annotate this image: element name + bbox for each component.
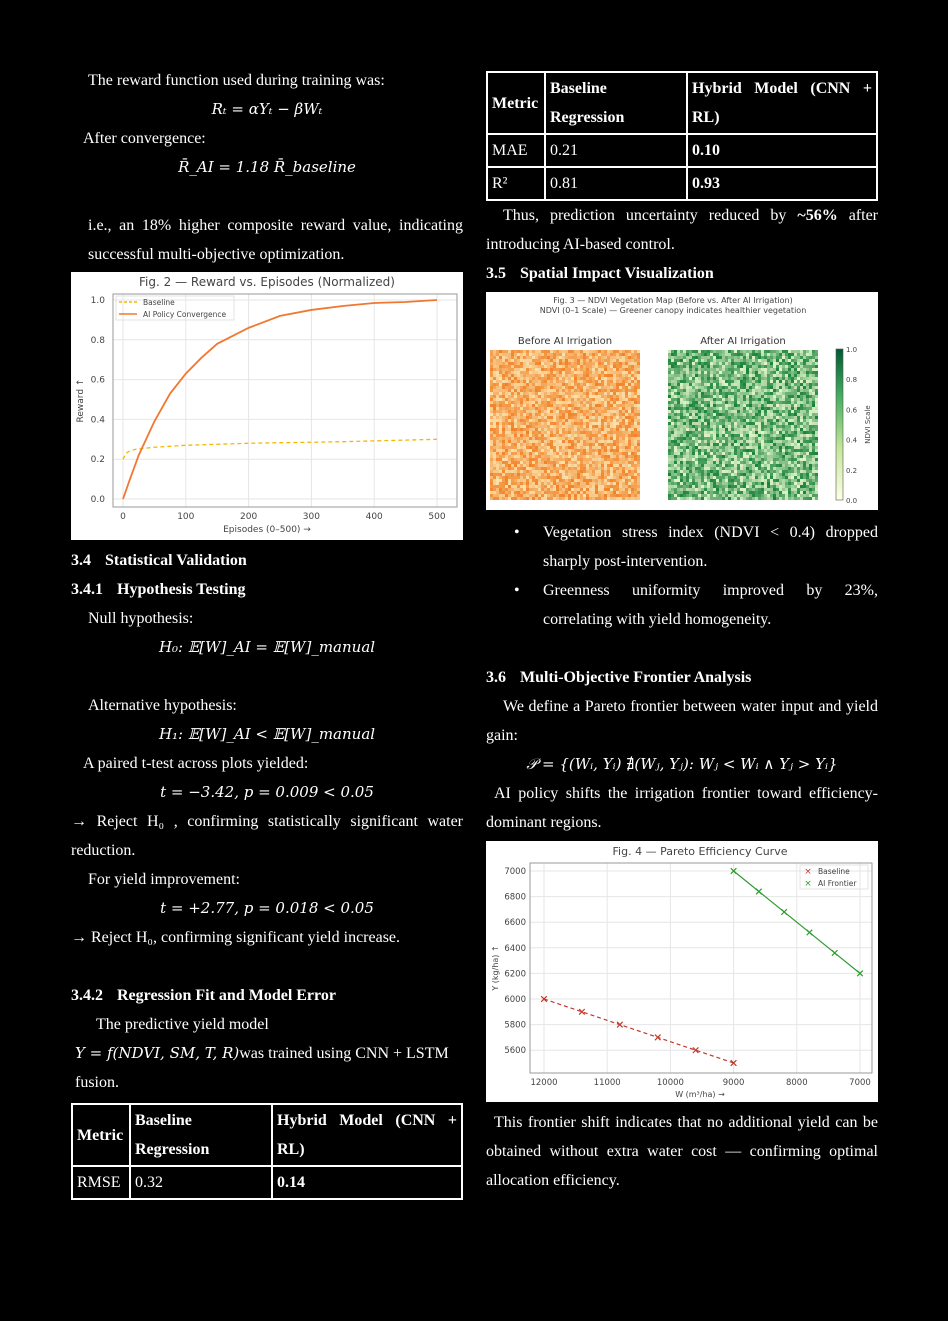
x-tick-label: 9000 — [722, 1078, 745, 1088]
table-header: Metric — [488, 73, 544, 133]
x-tick-label: 10000 — [656, 1078, 684, 1088]
y-axis-label: Y (kg/ha) ↑ — [491, 945, 500, 991]
table-cell: MAE — [488, 135, 544, 166]
x-tick-label: 0 — [120, 512, 126, 522]
ttest-text: A paired t-test across plots yielded: — [83, 755, 309, 772]
data-point — [832, 950, 838, 956]
y-tick-label: 0.0 — [90, 495, 105, 505]
series-line-1 — [123, 300, 437, 499]
table-cell: 0.81 — [546, 168, 686, 199]
colorbar — [836, 349, 843, 500]
x-axis-label: W (m³/ha) → — [675, 1090, 725, 1099]
legend-label: Baseline — [818, 867, 850, 876]
left-column — [71, 66, 463, 1200]
y-tick-label: 0.4 — [90, 415, 105, 426]
x-tick-label: 100 — [177, 512, 195, 522]
legend-marker: × — [804, 867, 812, 877]
table-header: Hybrid Model (CNN + RL) — [273, 1105, 461, 1165]
y-tick-label: 6600 — [504, 918, 526, 929]
table-header: Hybrid Model (CNN + RL) — [688, 73, 876, 133]
ratio-equation: R̄_AI = 1.18 R̄_baseline — [178, 158, 356, 176]
rmse-table — [71, 1103, 463, 1200]
y-tick-label: 0.6 — [90, 375, 105, 386]
data-point — [807, 930, 813, 936]
table-row — [488, 135, 876, 166]
x-tick-label: 200 — [240, 512, 258, 522]
colorbar-tick-label: 0.8 — [846, 376, 858, 385]
right-column — [486, 71, 878, 1195]
uncertainty-paragraph: Thus, prediction uncertainty reduced by ~56% after introducing AI-based control. — [486, 207, 879, 253]
figure-2 — [71, 272, 463, 540]
plot-frame — [530, 863, 872, 1073]
x-tick-label: 300 — [302, 512, 320, 522]
section-3-6-heading: 3.6 Multi-Objective Frontier Analysis — [486, 669, 752, 686]
y-tick-label: 1.0 — [90, 296, 105, 306]
data-point — [781, 909, 787, 915]
figure-4 — [486, 841, 878, 1102]
list-item: • Vegetation stress index (NDVI < 0.4) dropped sharply post-intervention. — [486, 518, 878, 576]
table-header: Metric — [73, 1105, 129, 1165]
y-tick-label: 0.2 — [90, 455, 105, 466]
y-tick-label: 6800 — [504, 892, 526, 903]
table-header: Baseline Regression — [131, 1105, 271, 1165]
list-item: • Greenness uniformity improved by 23%, correlating with yield homogeneity. — [486, 576, 878, 634]
figure-3 — [486, 292, 878, 510]
x-tick-label: 12000 — [530, 1078, 558, 1088]
heatmap-before — [490, 350, 640, 500]
model-text: was trained using CNN + LSTM fusion. — [75, 1045, 449, 1091]
y-tick-label: 5800 — [504, 1020, 526, 1031]
section-3-5-heading: 3.5 Spatial Impact Visualization — [486, 265, 714, 282]
chart-title: Fig. 4 — Pareto Efficiency Curve — [612, 845, 788, 858]
y-tick-label: 6400 — [504, 943, 526, 954]
chart-title: Fig. 3 — NDVI Vegetation Map (Before vs. After AI Irrigation) — [553, 296, 793, 305]
bullet-list — [486, 518, 878, 634]
final-paragraph: This frontier shift indicates that no additional yield can be obtained without extra water cost — confirming optimal allocation efficiency. — [486, 1114, 878, 1189]
mae-r2-table — [486, 71, 878, 201]
heatmap-after — [668, 350, 818, 500]
table-cell: 0.93 — [688, 168, 876, 199]
table-header-row — [488, 73, 876, 133]
plot-frame — [113, 294, 457, 507]
table-cell: 0.32 — [131, 1167, 271, 1198]
table-cell: 0.10 — [688, 135, 876, 166]
panel-title: Before AI Irrigation — [517, 336, 613, 347]
yield-label: For yield improvement: — [88, 871, 240, 888]
reward-chart — [71, 272, 463, 540]
y-tick-label: 5600 — [504, 1046, 526, 1057]
y-tick-label: 0.8 — [90, 335, 105, 346]
section-3-4-1-heading: 3.4.1 Hypothesis Testing — [71, 581, 246, 598]
null-hypothesis-label: Null hypothesis: — [88, 610, 194, 627]
after-convergence: After convergence: — [83, 130, 206, 147]
colorbar-tick-label: 0.2 — [846, 466, 858, 475]
table-cell: RMSE — [73, 1167, 129, 1198]
table-row — [488, 168, 876, 199]
table-cell: R² — [488, 168, 544, 199]
ie-paragraph: i.e., an 18% higher composite reward value, indicating successful multi-objective optimization. — [88, 217, 463, 263]
x-tick-label: 400 — [365, 512, 383, 522]
colorbar-label: NDVI Scale — [864, 405, 872, 444]
series-line-0 — [544, 999, 734, 1063]
x-axis-label: Episodes (0–500) → — [223, 525, 311, 535]
chart-title: Fig. 2 — Reward vs. Episodes (Normalized) — [139, 275, 395, 289]
reward-equation: Rₜ = αYₜ − βWₜ — [211, 100, 323, 118]
pareto-chart — [486, 841, 878, 1102]
legend-label: Baseline — [143, 298, 175, 307]
colorbar-tick-label: 0.0 — [846, 497, 858, 505]
table-cell: 0.14 — [273, 1167, 461, 1198]
predictive-text: The predictive yield model — [96, 1016, 269, 1033]
colorbar-tick-label: 0.6 — [846, 406, 858, 415]
table-row — [73, 1167, 461, 1198]
data-point — [655, 1035, 661, 1041]
ndvi-map — [486, 292, 878, 510]
y-tick-label: 7000 — [504, 867, 526, 877]
model-equation: Y = f(NDVI, SM, T, R) — [75, 1044, 240, 1062]
x-tick-label: 11000 — [593, 1078, 621, 1088]
pareto-equation: 𝒫 = {(Wᵢ, Yᵢ) ∄(Wⱼ, Yⱼ): Wⱼ < Wᵢ ∧ Yⱼ > Yᵢ} — [526, 755, 838, 773]
reject-1: → Reject H₀ , confirming statistically significant water reduction. — [71, 813, 463, 859]
t2-equation: t = +2.77, p = 0.018 < 0.05 — [160, 899, 374, 917]
table-cell: 0.21 — [546, 135, 686, 166]
legend-label: AI Frontier — [818, 879, 857, 888]
pareto-paragraph: We define a Pareto frontier between water input and yield gain: — [486, 698, 878, 744]
colorbar-tick-label: 0.4 — [846, 436, 858, 445]
section-3-4-heading: 3.4 Statistical Validation — [71, 552, 247, 569]
table-header-row — [73, 1105, 461, 1165]
legend-marker: × — [804, 879, 812, 889]
section-3-4-2-heading: 3.4.2 Regression Fit and Model Error — [71, 987, 336, 1004]
colorbar-tick-label: 1.0 — [846, 346, 858, 354]
x-tick-label: 500 — [428, 512, 446, 522]
table-header: Baseline Regression — [546, 73, 686, 133]
legend-label: AI Policy Convergence — [143, 310, 227, 319]
h0-equation: H₀: 𝔼[W]_AI = 𝔼[W]_manual — [158, 638, 376, 656]
data-point — [579, 1009, 585, 1015]
series-line-0 — [123, 439, 437, 459]
y-tick-label: 6200 — [504, 969, 526, 980]
h1-equation: H₁: 𝔼[W]_AI < 𝔼[W]_manual — [158, 725, 376, 743]
y-axis-label: Reward ↑ — [76, 378, 86, 423]
reject-2: → Reject H₀, confirming significant yield increase. — [71, 929, 401, 946]
x-tick-label: 7000 — [849, 1078, 871, 1088]
t1-equation: t = −3.42, p = 0.009 < 0.05 — [160, 783, 374, 801]
chart-subtitle: NDVI (0–1 Scale) — Greener canopy indicates healthier vegetation — [539, 306, 807, 315]
alt-hypothesis-label: Alternative hypothesis: — [88, 697, 237, 714]
panel-title: After AI Irrigation — [700, 336, 786, 347]
shift-paragraph: AI policy shifts the irrigation frontier toward efficiency-dominant regions. — [486, 785, 878, 831]
y-tick-label: 6000 — [504, 995, 526, 1005]
reward-intro: The reward function used during training was: — [88, 72, 385, 89]
x-tick-label: 8000 — [785, 1078, 808, 1088]
data-point — [756, 889, 762, 895]
model-paragraph — [71, 1039, 463, 1097]
